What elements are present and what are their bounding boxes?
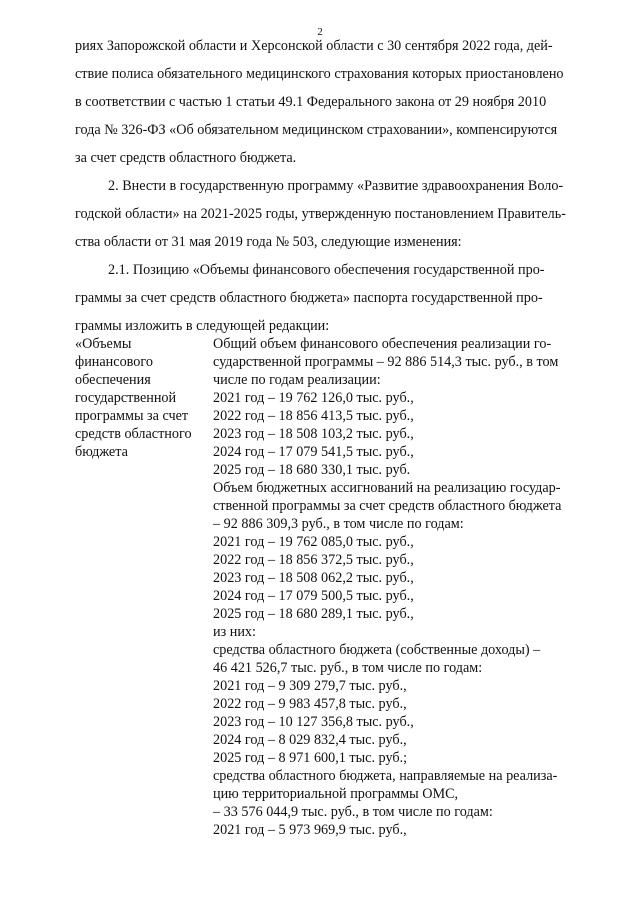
table-right-line: ственной программы за счет средств областного бюджета: [213, 498, 562, 514]
table-right-line: 2024 год – 17 079 541,5 тыс. руб.,: [213, 444, 414, 460]
table-right-line: из них:: [213, 624, 256, 640]
table-left-line: обеспечения: [75, 372, 151, 388]
table-right-line: сударственной программы – 92 886 514,3 тыс. руб., в том: [213, 354, 559, 370]
table-left-line: финансового: [75, 354, 153, 370]
table-right-column: [213, 335, 561, 839]
table-right-line: 2023 год – 10 127 356,8 тыс. руб.,: [213, 714, 414, 730]
table-right-line: – 92 886 309,3 руб., в том числе по годам:: [213, 516, 464, 532]
text-line: граммы за счет средств областного бюджета» паспорта государственной про-: [75, 290, 543, 306]
table-right-line: 2021 год – 19 762 085,0 тыс. руб.,: [213, 534, 414, 550]
table-right-line: 2025 год – 18 680 330,1 тыс. руб.: [213, 462, 411, 478]
text-line: годской области» на 2021-2025 годы, утвержденную постановлением Правитель-: [75, 206, 566, 222]
table-right-line: средства областного бюджета (собственные доходы) –: [213, 642, 541, 658]
table-right-line: цию территориальной программы ОМС,: [213, 786, 459, 802]
table-right-line: 2021 год – 19 762 126,0 тыс. руб.,: [213, 390, 414, 406]
table-right-line: числе по годам реализации:: [213, 372, 381, 388]
table-right-line: 2022 год – 18 856 372,5 тыс. руб.,: [213, 552, 414, 568]
table-right-line: 46 421 526,7 тыс. руб., в том числе по годам:: [213, 660, 483, 676]
text-line: 2.1. Позицию «Объемы финансового обеспечения государственной про-: [108, 262, 545, 278]
page-number: 2: [317, 26, 323, 38]
text-line: ства области от 31 мая 2019 года № 503, следующие изменения:: [75, 234, 462, 250]
table-left-line: государственной: [75, 390, 177, 406]
table-right-line: Объем бюджетных ассигнований на реализацию государ-: [213, 480, 561, 496]
text-line: ствие полиса обязательного медицинского страхования которых приостановлено: [75, 66, 564, 82]
table-right-line: 2024 год – 8 029 832,4 тыс. руб.,: [213, 732, 407, 748]
table-right-line: 2022 год – 18 856 413,5 тыс. руб.,: [213, 408, 414, 424]
table-right-line: 2021 год – 5 973 969,9 тыс. руб.,: [213, 822, 407, 838]
table-right-line: 2025 год – 8 971 600,1 тыс. руб.;: [213, 750, 408, 766]
table-left-column: [75, 335, 192, 461]
table-left-line: бюджета: [75, 444, 128, 460]
text-line: граммы изложить в следующей редакции:: [75, 318, 330, 334]
table-right-line: 2022 год – 9 983 457,8 тыс. руб.,: [213, 696, 407, 712]
table-left-line: «Объемы: [75, 336, 132, 352]
table-right-line: 2023 год – 18 508 103,2 тыс. руб.,: [213, 426, 414, 442]
table-right-line: 2021 год – 9 309 279,7 тыс. руб.,: [213, 678, 407, 694]
text-line: за счет средств областного бюджета.: [75, 150, 297, 166]
table-right-line: 2023 год – 18 508 062,2 тыс. руб.,: [213, 570, 414, 586]
text-line: года № 326-ФЗ «Об обязательном медицинском страховании», компенсируются: [75, 122, 558, 138]
table-right-line: 2024 год – 17 079 500,5 тыс. руб.,: [213, 588, 414, 604]
table-left-line: средств областного: [75, 426, 192, 442]
table-right-line: Общий объем финансового обеспечения реализации го-: [213, 336, 552, 352]
text-line: в соответствии с частью 1 статьи 49.1 Федерального закона от 29 ноября 2010: [75, 94, 547, 110]
text-line: риях Запорожской области и Херсонской области с 30 сентября 2022 года, дей-: [75, 38, 553, 54]
table-right-line: – 33 576 044,9 тыс. руб., в том числе по годам:: [213, 804, 493, 820]
table-left-line: программы за счет: [75, 408, 189, 424]
table-right-line: 2025 год – 18 680 289,1 тыс. руб.,: [213, 606, 414, 622]
text-line: 2. Внести в государственную программу «Развитие здравоохранения Воло-: [108, 178, 564, 194]
table-right-line: средства областного бюджета, направляемые на реализа-: [213, 768, 558, 784]
